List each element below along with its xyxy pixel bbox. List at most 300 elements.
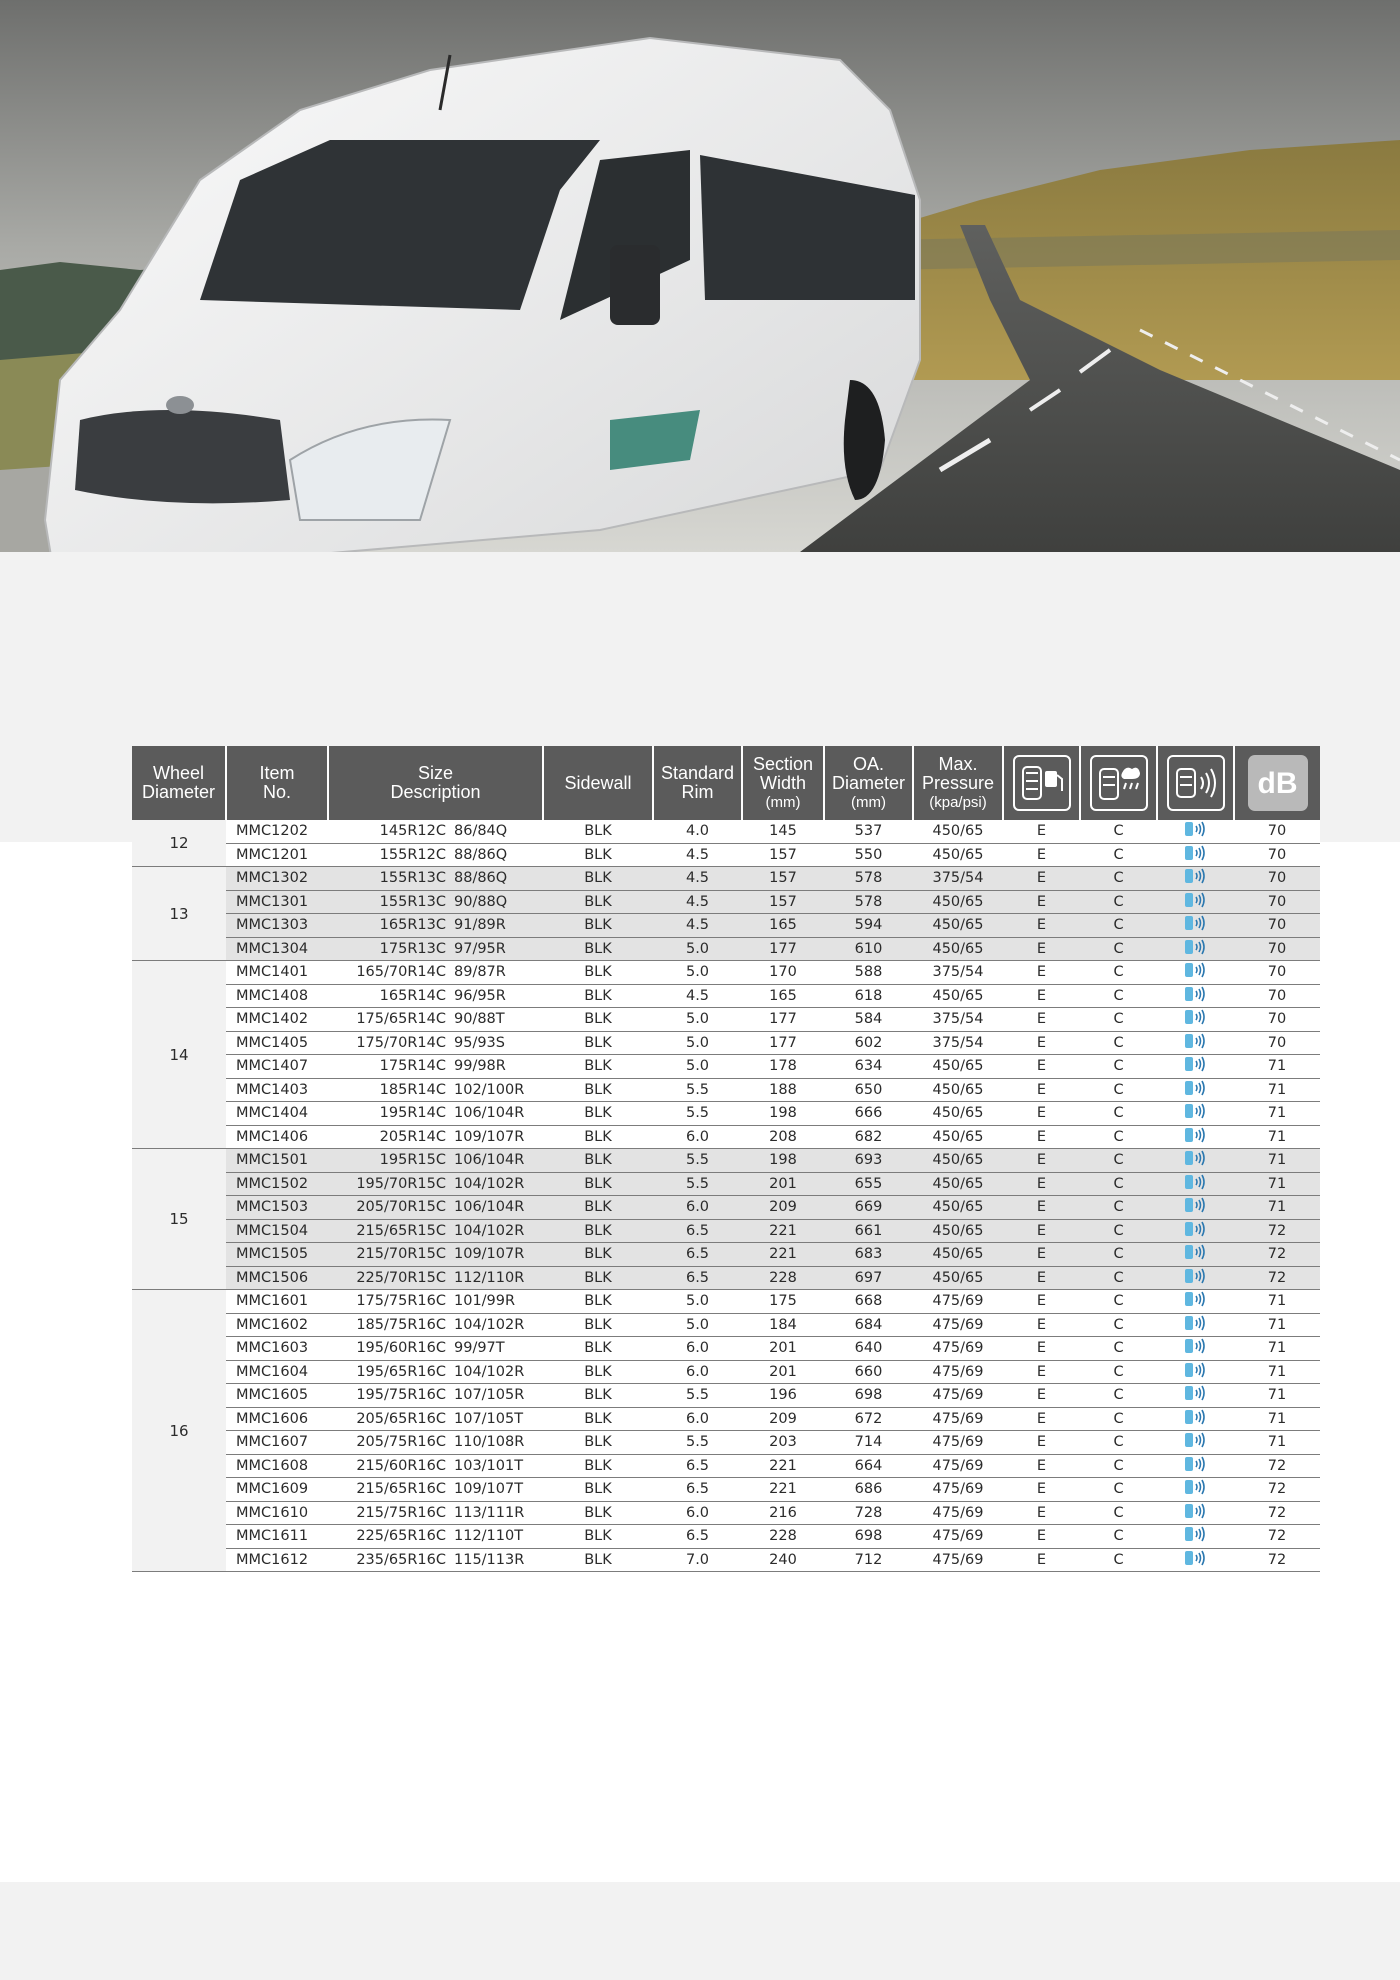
- standard-rim-cell: 6.0: [653, 1501, 742, 1525]
- item-no-cell: MMC1607: [226, 1431, 328, 1455]
- section-width-cell: 201: [742, 1337, 824, 1361]
- db-value-cell: 70: [1234, 890, 1320, 914]
- header-size-description: Size Description: [328, 746, 543, 820]
- table-row: [132, 1337, 1320, 1361]
- standard-rim-cell: 5.5: [653, 1431, 742, 1455]
- db-value-cell: 71: [1234, 1172, 1320, 1196]
- noise-class-cell: [1157, 1337, 1234, 1361]
- fuel-rating-cell: E: [1003, 1313, 1080, 1337]
- size-description-cell: [328, 1219, 543, 1243]
- oa-diameter-cell: 698: [824, 1384, 913, 1408]
- max-pressure-cell: 450/65: [913, 914, 1003, 938]
- size-code: 215/70R15C: [356, 1246, 446, 1263]
- noise-wave-icon: [1183, 1014, 1209, 1030]
- db-value-cell: 72: [1234, 1525, 1320, 1549]
- header-oa-diameter: OA. Diameter (mm): [824, 746, 913, 820]
- noise-class-cell: [1157, 890, 1234, 914]
- size-description-cell: [328, 1290, 543, 1314]
- wheel-diameter-cell: 15: [132, 1149, 226, 1290]
- db-value-cell: 71: [1234, 1149, 1320, 1173]
- size-description-cell: [328, 1008, 543, 1032]
- section-width-cell: 221: [742, 1454, 824, 1478]
- tire-spec-table: [132, 746, 1320, 1572]
- fuel-rating-cell: E: [1003, 1055, 1080, 1079]
- standard-rim-cell: 6.0: [653, 1196, 742, 1220]
- table-row: [132, 1243, 1320, 1267]
- db-value-cell: 72: [1234, 1219, 1320, 1243]
- wet-grip-rating-cell: C: [1080, 1478, 1157, 1502]
- noise-wave-icon: [1183, 1061, 1209, 1077]
- fuel-rating-cell: E: [1003, 1525, 1080, 1549]
- db-value-cell: 71: [1234, 1102, 1320, 1126]
- table-row: [132, 1313, 1320, 1337]
- noise-class-cell: [1157, 937, 1234, 961]
- size-code: 175R14C: [379, 1058, 446, 1075]
- sidewall-cell: BLK: [543, 961, 653, 985]
- load-speed-index: 104/102R: [454, 1222, 525, 1239]
- max-pressure-cell: 475/69: [913, 1290, 1003, 1314]
- size-description-cell: [328, 1431, 543, 1455]
- item-no-cell: MMC1405: [226, 1031, 328, 1055]
- standard-rim-cell: 4.5: [653, 867, 742, 891]
- oa-diameter-cell: 669: [824, 1196, 913, 1220]
- oa-diameter-cell: 602: [824, 1031, 913, 1055]
- wet-grip-rating-cell: C: [1080, 1313, 1157, 1337]
- table-row: [132, 1431, 1320, 1455]
- item-no-cell: MMC1407: [226, 1055, 328, 1079]
- table-row: [132, 961, 1320, 985]
- standard-rim-cell: 5.0: [653, 961, 742, 985]
- size-code: 195R14C: [379, 1105, 446, 1122]
- noise-wave-icon: [1183, 1531, 1209, 1547]
- size-code: 185/75R16C: [356, 1316, 446, 1333]
- noise-class-cell: [1157, 1078, 1234, 1102]
- table-row: [132, 984, 1320, 1008]
- max-pressure-cell: 475/69: [913, 1548, 1003, 1572]
- item-no-cell: MMC1506: [226, 1266, 328, 1290]
- load-speed-index: 99/97T: [454, 1340, 505, 1357]
- oa-diameter-cell: 660: [824, 1360, 913, 1384]
- wet-grip-rating-cell: C: [1080, 820, 1157, 843]
- oa-diameter-cell: 666: [824, 1102, 913, 1126]
- fuel-rating-cell: E: [1003, 1102, 1080, 1126]
- db-value-cell: 71: [1234, 1078, 1320, 1102]
- table-row: [132, 1219, 1320, 1243]
- noise-class-cell: [1157, 1548, 1234, 1572]
- oa-diameter-cell: 698: [824, 1525, 913, 1549]
- db-value-cell: 70: [1234, 1008, 1320, 1032]
- size-description-cell: [328, 1501, 543, 1525]
- size-code: 215/60R16C: [356, 1457, 446, 1474]
- size-code: 235/65R16C: [356, 1551, 446, 1568]
- size-code: 155R12C: [379, 846, 446, 863]
- noise-wave-icon: [1183, 1555, 1209, 1571]
- noise-class-cell: [1157, 1102, 1234, 1126]
- table-row: [132, 1548, 1320, 1572]
- fuel-rating-cell: E: [1003, 914, 1080, 938]
- standard-rim-cell: 5.5: [653, 1384, 742, 1408]
- size-code: 185R14C: [379, 1081, 446, 1098]
- item-no-cell: MMC1401: [226, 961, 328, 985]
- sidewall-cell: BLK: [543, 867, 653, 891]
- section-width-cell: 221: [742, 1478, 824, 1502]
- size-description-cell: [328, 1313, 543, 1337]
- oa-diameter-cell: 683: [824, 1243, 913, 1267]
- size-description-cell: [328, 1384, 543, 1408]
- db-value-cell: 71: [1234, 1431, 1320, 1455]
- wet-grip-rating-cell: C: [1080, 1290, 1157, 1314]
- load-speed-index: 109/107R: [454, 1128, 525, 1145]
- oa-diameter-cell: 578: [824, 890, 913, 914]
- noise-class-cell: [1157, 1031, 1234, 1055]
- item-no-cell: MMC1304: [226, 937, 328, 961]
- table-row: [132, 1078, 1320, 1102]
- item-no-cell: MMC1408: [226, 984, 328, 1008]
- wet-grip-rating-cell: C: [1080, 1407, 1157, 1431]
- noise-wave-icon: [1183, 944, 1209, 960]
- table-body: [132, 820, 1320, 1572]
- oa-diameter-cell: 578: [824, 867, 913, 891]
- noise-class-cell: [1157, 1172, 1234, 1196]
- table-row: [132, 1172, 1320, 1196]
- size-code: 195/75R16C: [356, 1387, 446, 1404]
- db-value-cell: 71: [1234, 1313, 1320, 1337]
- section-width-cell: 196: [742, 1384, 824, 1408]
- item-no-cell: MMC1611: [226, 1525, 328, 1549]
- sidewall-cell: BLK: [543, 1196, 653, 1220]
- size-code: 195/70R15C: [356, 1175, 446, 1192]
- sidewall-cell: BLK: [543, 890, 653, 914]
- table-row: [132, 1266, 1320, 1290]
- section-width-cell: 209: [742, 1407, 824, 1431]
- wet-grip-rating-cell: C: [1080, 1149, 1157, 1173]
- section-width-cell: 157: [742, 890, 824, 914]
- section-width-cell: 221: [742, 1243, 824, 1267]
- wet-grip-rating-cell: C: [1080, 867, 1157, 891]
- size-code: 205R14C: [379, 1128, 446, 1145]
- noise-class-cell: [1157, 1008, 1234, 1032]
- standard-rim-cell: 6.0: [653, 1337, 742, 1361]
- standard-rim-cell: 4.5: [653, 914, 742, 938]
- noise-wave-icon: [1183, 1085, 1209, 1101]
- size-code: 205/75R16C: [356, 1434, 446, 1451]
- noise-wave-icon: [1183, 826, 1209, 842]
- wet-grip-rating-cell: C: [1080, 890, 1157, 914]
- db-label: dB: [1248, 755, 1308, 811]
- noise-class-cell: [1157, 1196, 1234, 1220]
- size-code: 165R14C: [379, 987, 446, 1004]
- noise-wave-icon: [1167, 755, 1225, 811]
- noise-wave-icon: [1183, 1132, 1209, 1148]
- noise-wave-icon: [1183, 897, 1209, 913]
- item-no-cell: MMC1402: [226, 1008, 328, 1032]
- noise-class-cell: [1157, 1125, 1234, 1149]
- table-row: [132, 1031, 1320, 1055]
- size-code: 175R13C: [379, 940, 446, 957]
- table-row: [132, 1407, 1320, 1431]
- header-sidewall: Sidewall: [543, 746, 653, 820]
- size-code: 215/75R16C: [356, 1504, 446, 1521]
- oa-diameter-cell: 686: [824, 1478, 913, 1502]
- item-no-cell: MMC1610: [226, 1501, 328, 1525]
- table-row: [132, 1525, 1320, 1549]
- size-description-cell: [328, 1525, 543, 1549]
- section-width-cell: 208: [742, 1125, 824, 1149]
- item-no-cell: MMC1504: [226, 1219, 328, 1243]
- db-value-cell: 70: [1234, 843, 1320, 867]
- table-row: [132, 820, 1320, 843]
- size-code: 215/65R16C: [356, 1481, 446, 1498]
- wet-grip-rating-cell: C: [1080, 1102, 1157, 1126]
- load-speed-index: 112/110T: [454, 1528, 524, 1545]
- item-no-cell: MMC1609: [226, 1478, 328, 1502]
- fuel-rating-cell: E: [1003, 1431, 1080, 1455]
- db-value-cell: 70: [1234, 961, 1320, 985]
- db-value-cell: 71: [1234, 1196, 1320, 1220]
- fuel-rating-cell: E: [1003, 1478, 1080, 1502]
- oa-diameter-cell: 588: [824, 961, 913, 985]
- db-value-cell: 71: [1234, 1407, 1320, 1431]
- size-code: 155R13C: [379, 870, 446, 887]
- noise-class-cell: [1157, 1431, 1234, 1455]
- max-pressure-cell: 475/69: [913, 1407, 1003, 1431]
- table-row: [132, 1055, 1320, 1079]
- standard-rim-cell: 6.0: [653, 1360, 742, 1384]
- db-value-cell: 70: [1234, 867, 1320, 891]
- db-value-cell: 72: [1234, 1266, 1320, 1290]
- db-value-cell: 72: [1234, 1243, 1320, 1267]
- wet-grip-rating-cell: C: [1080, 1454, 1157, 1478]
- table-row: [132, 1290, 1320, 1314]
- noise-class-cell: [1157, 1243, 1234, 1267]
- standard-rim-cell: 6.0: [653, 1125, 742, 1149]
- sidewall-cell: BLK: [543, 1125, 653, 1149]
- fuel-rating-cell: E: [1003, 867, 1080, 891]
- size-code: 175/75R16C: [356, 1293, 446, 1310]
- sidewall-cell: BLK: [543, 820, 653, 843]
- load-speed-index: 103/101T: [454, 1457, 524, 1474]
- sidewall-cell: BLK: [543, 843, 653, 867]
- sidewall-cell: BLK: [543, 1102, 653, 1126]
- table-row: [132, 1360, 1320, 1384]
- wet-grip-rating-cell: C: [1080, 1384, 1157, 1408]
- header-wheel-diameter: Wheel Diameter: [132, 746, 226, 820]
- noise-class-cell: [1157, 1407, 1234, 1431]
- fuel-rating-cell: E: [1003, 1360, 1080, 1384]
- max-pressure-cell: 450/65: [913, 984, 1003, 1008]
- noise-wave-icon: [1183, 1108, 1209, 1124]
- size-code: 205/70R15C: [356, 1199, 446, 1216]
- max-pressure-cell: 450/65: [913, 820, 1003, 843]
- table-row: [132, 1501, 1320, 1525]
- noise-class-cell: [1157, 1219, 1234, 1243]
- section-width-cell: 201: [742, 1360, 824, 1384]
- oa-diameter-cell: 714: [824, 1431, 913, 1455]
- sidewall-cell: BLK: [543, 1078, 653, 1102]
- size-description-cell: [328, 1243, 543, 1267]
- size-description-cell: [328, 1031, 543, 1055]
- size-description-cell: [328, 820, 543, 843]
- size-description-cell: [328, 1454, 543, 1478]
- size-description-cell: [328, 1196, 543, 1220]
- noise-class-cell: [1157, 1501, 1234, 1525]
- item-no-cell: MMC1501: [226, 1149, 328, 1173]
- db-value-cell: 72: [1234, 1501, 1320, 1525]
- sidewall-cell: BLK: [543, 1313, 653, 1337]
- load-speed-index: 109/107T: [454, 1481, 524, 1498]
- item-no-cell: MMC1602: [226, 1313, 328, 1337]
- noise-class-cell: [1157, 1149, 1234, 1173]
- load-speed-index: 90/88Q: [454, 893, 508, 910]
- load-speed-index: 106/104R: [454, 1105, 525, 1122]
- standard-rim-cell: 5.0: [653, 937, 742, 961]
- size-description-cell: [328, 1407, 543, 1431]
- sidewall-cell: BLK: [543, 1055, 653, 1079]
- size-description-cell: [328, 1337, 543, 1361]
- fuel-rating-cell: E: [1003, 1031, 1080, 1055]
- standard-rim-cell: 4.5: [653, 843, 742, 867]
- header-fuel-efficiency: [1003, 746, 1080, 820]
- oa-diameter-cell: 664: [824, 1454, 913, 1478]
- item-no-cell: MMC1301: [226, 890, 328, 914]
- wet-grip-rating-cell: C: [1080, 984, 1157, 1008]
- table-row: [132, 1478, 1320, 1502]
- wet-grip-rating-cell: C: [1080, 1008, 1157, 1032]
- load-speed-index: 109/107R: [454, 1246, 525, 1263]
- noise-wave-icon: [1183, 1038, 1209, 1054]
- fuel-rating-cell: E: [1003, 1337, 1080, 1361]
- oa-diameter-cell: 618: [824, 984, 913, 1008]
- noise-wave-icon: [1183, 920, 1209, 936]
- max-pressure-cell: 475/69: [913, 1431, 1003, 1455]
- header-external-noise: [1157, 746, 1234, 820]
- noise-class-cell: [1157, 1360, 1234, 1384]
- max-pressure-cell: 375/54: [913, 867, 1003, 891]
- oa-diameter-cell: 537: [824, 820, 913, 843]
- max-pressure-cell: 475/69: [913, 1384, 1003, 1408]
- standard-rim-cell: 6.5: [653, 1454, 742, 1478]
- item-no-cell: MMC1505: [226, 1243, 328, 1267]
- table-row: [132, 890, 1320, 914]
- wet-grip-rating-cell: C: [1080, 1078, 1157, 1102]
- max-pressure-cell: 475/69: [913, 1478, 1003, 1502]
- sidewall-cell: BLK: [543, 1501, 653, 1525]
- size-description-cell: [328, 984, 543, 1008]
- fuel-rating-cell: E: [1003, 1219, 1080, 1243]
- wet-grip-icon: [1090, 755, 1148, 811]
- item-no-cell: MMC1302: [226, 867, 328, 891]
- size-code: 155R13C: [379, 893, 446, 910]
- fuel-rating-cell: E: [1003, 1078, 1080, 1102]
- size-description-cell: [328, 1172, 543, 1196]
- max-pressure-cell: 475/69: [913, 1337, 1003, 1361]
- size-description-cell: [328, 961, 543, 985]
- table-row: [132, 914, 1320, 938]
- noise-class-cell: [1157, 1384, 1234, 1408]
- fuel-rating-cell: E: [1003, 1501, 1080, 1525]
- size-code: 175/65R14C: [356, 1011, 446, 1028]
- size-description-cell: [328, 890, 543, 914]
- noise-wave-icon: [1183, 1179, 1209, 1195]
- oa-diameter-cell: 640: [824, 1337, 913, 1361]
- size-code: 165R13C: [379, 917, 446, 934]
- sidewall-cell: BLK: [543, 1454, 653, 1478]
- sidewall-cell: BLK: [543, 1525, 653, 1549]
- max-pressure-cell: 450/65: [913, 1243, 1003, 1267]
- oa-diameter-cell: 550: [824, 843, 913, 867]
- oa-diameter-cell: 661: [824, 1219, 913, 1243]
- section-width-cell: 228: [742, 1266, 824, 1290]
- standard-rim-cell: 5.5: [653, 1149, 742, 1173]
- load-speed-index: 115/113R: [454, 1551, 525, 1568]
- db-value-cell: 71: [1234, 1055, 1320, 1079]
- load-speed-index: 110/108R: [454, 1434, 525, 1451]
- max-pressure-cell: 450/65: [913, 1149, 1003, 1173]
- item-no-cell: MMC1606: [226, 1407, 328, 1431]
- oa-diameter-cell: 693: [824, 1149, 913, 1173]
- noise-wave-icon: [1183, 991, 1209, 1007]
- noise-wave-icon: [1183, 1155, 1209, 1171]
- noise-class-cell: [1157, 1055, 1234, 1079]
- wet-grip-rating-cell: C: [1080, 1548, 1157, 1572]
- standard-rim-cell: 5.5: [653, 1078, 742, 1102]
- fuel-rating-cell: E: [1003, 843, 1080, 867]
- standard-rim-cell: 6.5: [653, 1478, 742, 1502]
- db-value-cell: 70: [1234, 937, 1320, 961]
- standard-rim-cell: 6.5: [653, 1266, 742, 1290]
- noise-wave-icon: [1183, 1296, 1209, 1312]
- load-speed-index: 88/86Q: [454, 870, 508, 887]
- oa-diameter-cell: 610: [824, 937, 913, 961]
- section-width-cell: 178: [742, 1055, 824, 1079]
- sidewall-cell: BLK: [543, 984, 653, 1008]
- max-pressure-cell: 375/54: [913, 1008, 1003, 1032]
- header-standard-rim: Standard Rim: [653, 746, 742, 820]
- size-description-cell: [328, 937, 543, 961]
- db-value-cell: 71: [1234, 1384, 1320, 1408]
- sidewall-cell: BLK: [543, 937, 653, 961]
- size-code: 165/70R14C: [356, 964, 446, 981]
- load-speed-index: 97/95R: [454, 940, 506, 957]
- standard-rim-cell: 5.0: [653, 1055, 742, 1079]
- max-pressure-cell: 450/65: [913, 1196, 1003, 1220]
- load-speed-index: 90/88T: [454, 1011, 505, 1028]
- header-db: [1234, 746, 1320, 820]
- sidewall-cell: BLK: [543, 1548, 653, 1572]
- fuel-rating-cell: E: [1003, 937, 1080, 961]
- item-no-cell: MMC1601: [226, 1290, 328, 1314]
- fuel-rating-cell: E: [1003, 1454, 1080, 1478]
- size-code: 225/65R16C: [356, 1528, 446, 1545]
- wheel-diameter-cell: 14: [132, 961, 226, 1149]
- max-pressure-cell: 450/65: [913, 937, 1003, 961]
- section-width-cell: 209: [742, 1196, 824, 1220]
- sidewall-cell: BLK: [543, 1407, 653, 1431]
- standard-rim-cell: 4.5: [653, 890, 742, 914]
- standard-rim-cell: 6.0: [653, 1407, 742, 1431]
- noise-wave-icon: [1183, 1273, 1209, 1289]
- size-description-cell: [328, 1055, 543, 1079]
- oa-diameter-cell: 634: [824, 1055, 913, 1079]
- max-pressure-cell: 475/69: [913, 1501, 1003, 1525]
- noise-wave-icon: [1183, 1461, 1209, 1477]
- size-description-cell: [328, 1078, 543, 1102]
- item-no-cell: MMC1403: [226, 1078, 328, 1102]
- oa-diameter-cell: 655: [824, 1172, 913, 1196]
- size-description-cell: [328, 1360, 543, 1384]
- sidewall-cell: BLK: [543, 1431, 653, 1455]
- wet-grip-rating-cell: C: [1080, 1525, 1157, 1549]
